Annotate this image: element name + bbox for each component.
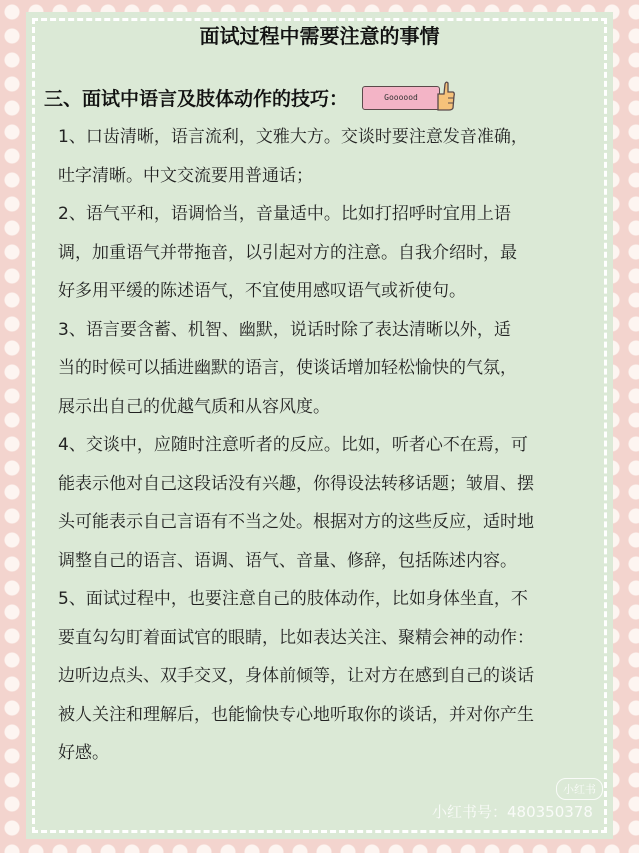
text-line: 能表示他对自己这段话没有兴趣，你得设法转移话题；皱眉、摆 [58,473,534,494]
sticker-band: Goooood [362,86,440,110]
text-line: 调整自己的语言、语调、语气、音量、修辞，包括陈述内容。 [58,550,517,571]
section-heading [44,80,456,114]
text-line: 边听边点头、双手交叉，身体前倾等，让对方在感到自己的谈话 [58,666,534,686]
text-line: 要直勾勾盯着面试官的眼睛，比如表达关注、聚精会神的动作： [58,627,534,648]
watermark: 小红书号：480350378 [432,803,593,821]
text-line: 头可能表示自己言语有不当之处。根据对方的这些反应，适时地 [58,512,534,532]
text-line: 被人关注和理解后，也能愉快专心地听取你的谈话，并对你产生 [58,704,534,725]
text-line: 1、口齿清晰，语言流利，文雅大方。交谈时要注意发音准确， [58,127,528,147]
text-line: 好多用平缓的陈述语气，不宜使用感叹语气或祈使句。 [58,281,466,301]
text-line: 好感。 [58,743,109,763]
body-text [58,118,588,773]
page-title: 面试过程中需要注意的事情 [199,24,440,48]
text-line: 2、语气平和，语调恰当，音量适中。比如打招呼时宜用上语 [58,204,511,224]
thumbs-up-icon [434,80,456,112]
text-line: 吐字清晰。中文交流要用普通话； [58,165,313,186]
text-line: 4、交谈中，应随时注意听者的反应。比如，听者心不在焉，可 [58,435,528,455]
text-line: 当的时候可以插进幽默的语言，使谈话增加轻松愉快的气氛， [58,358,517,378]
text-line: 调，加重语气并带拖音，以引起对方的注意。自我介绍时，最 [58,242,517,263]
xiaohongshu-logo: 小红书 [556,778,603,800]
text-line: 5、面试过程中，也要注意自己的肢体动作，比如身体坐直，不 [58,589,528,609]
text-line: 3、语言要含蓄、机智、幽默，说话时除了表达清晰以外，适 [58,319,511,340]
section-heading-text: 三、面试中语言及肢体动作的技巧： [44,87,349,110]
text-line: 展示出自己的优越气质和从容风度。 [58,396,330,417]
thumbs-up-sticker [362,80,456,114]
